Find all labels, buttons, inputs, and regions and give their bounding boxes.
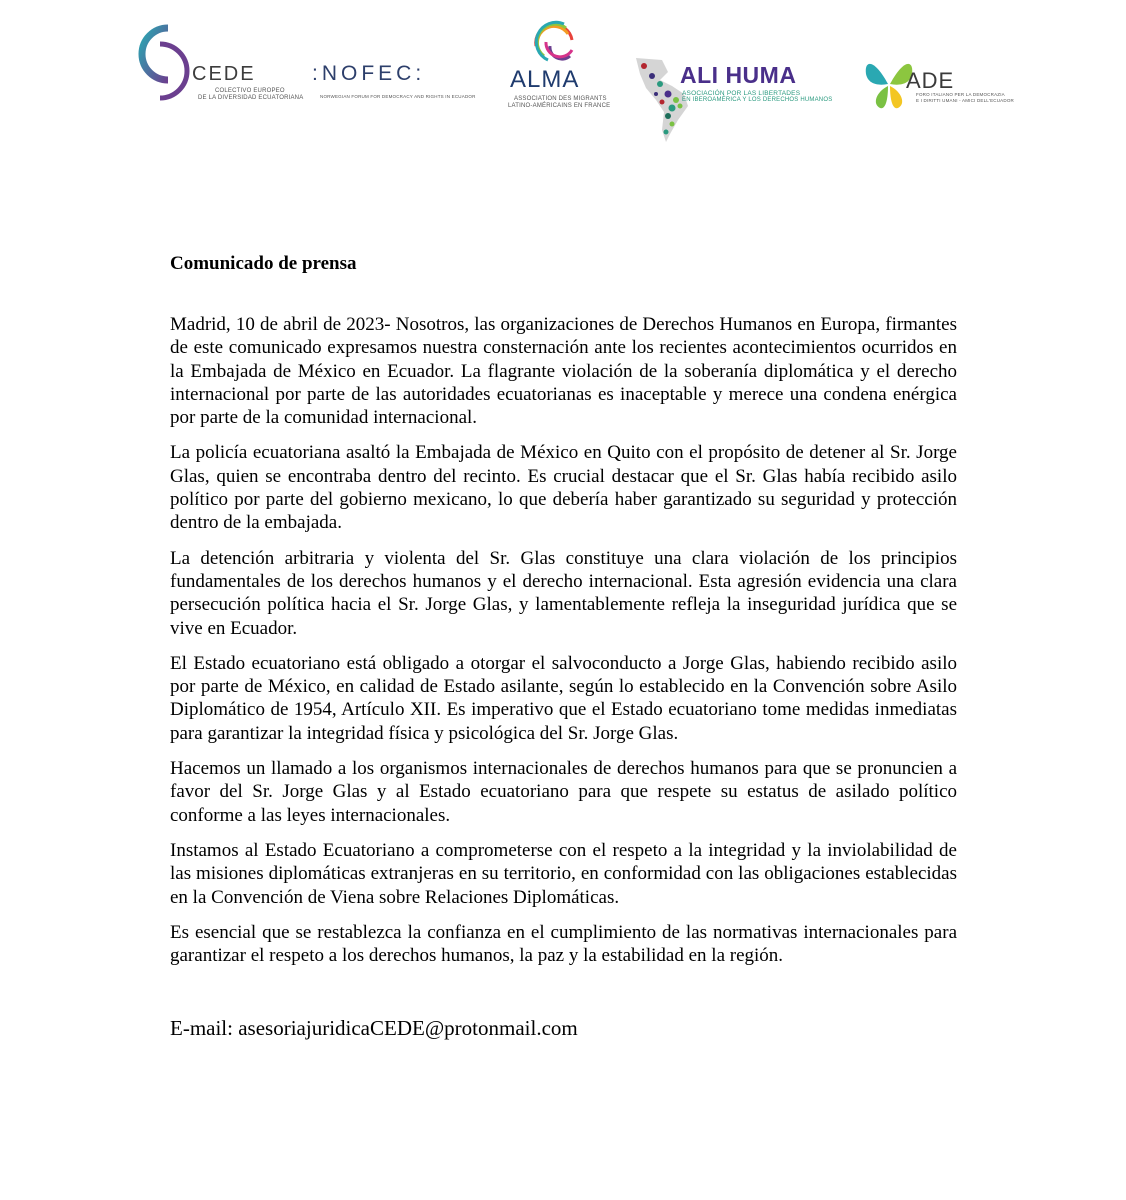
cede-subtitle-1: COLECTIVO EUROPEO	[215, 88, 285, 94]
ade-logo	[864, 56, 1014, 112]
alma-name: ALMA	[510, 66, 580, 93]
paragraph-4: El Estado ecuatoriano está obligado a otorgar el salvoconducto a Jorge Glas, habiendo recibido asilo por parte de México, en calidad de Estado asilante, según lo establecido en la Convención sobre Asilo Diplomático de 1954, Artículo XII. Es imperativo que el Estado ecuatoriano tome medidas inmediatas para garantizar la integridad física y psicológica del Sr. Jorge Glas.	[170, 652, 957, 744]
paragraph-7: Es esencial que se restablezca la confianza en el cumplimiento de las normativas internacionales para garantizar el respeto a los derechos humanos, la paz y la estabilidad en la región.	[170, 921, 957, 967]
ade-subtitle-1: FORO ITALIANO PER LA DEMOCRAZIA	[916, 92, 1005, 97]
press-release	[170, 252, 957, 1061]
alihuma-subtitle-1: ASOCIACIÓN POR LAS LIBERTADES	[682, 90, 801, 97]
cede-name: CEDE	[192, 63, 256, 85]
paragraph-2: La policía ecuatoriana asaltó la Embajada de México en Quito con el propósito de detener al Sr. Jorge Glas, quien se encontraba dentro del recinto. Es crucial destacar que el Sr. Glas había recibido asilo político por parte del gobierno mexicano, lo que debería haber garantizado su seguridad y protección dentro de la embajada.	[170, 442, 957, 534]
document-title: Comunicado de prensa	[170, 253, 357, 274]
ade-subtitle-2: E I DIRITTI UMANI - AMICI DELL'ECUADOR	[916, 98, 1014, 103]
logo-header	[0, 0, 1126, 160]
paragraph-3: La detención arbitraria y violenta del Sr. Glas constituye una clara violación de los principios fundamentales de los derechos humanos y el derecho internacional. Esta agresión evidencia una clara persecución política hacia el Sr. Jorge Glas, y lamentablemente refleja la inseguridad jurídica que se vive en Ecuador.	[170, 547, 957, 639]
cede-subtitle-2: DE LA DIVERSIDAD ECUATORIANA	[198, 95, 304, 101]
cede-symbol-icon	[138, 22, 198, 106]
alihuma-logo	[632, 54, 832, 146]
nofec-name: :NOFEC:	[312, 62, 426, 85]
alihuma-name: ALI HUMA	[680, 62, 797, 88]
paragraph-5: Hacemos un llamado a los organismos internacionales de derechos humanos para que se pronuncien a favor del Sr. Jorge Glas y al Estado ecuatoriano para que respete su estatus de asilado político conforme a las leyes internacionales.	[170, 758, 957, 826]
contact-email: E-mail: asesoriajuridicaCEDE@protonmail.com	[170, 1016, 578, 1041]
alma-subtitle-1: ASSOCIATION DES MIGRANTS	[514, 96, 607, 102]
nofec-subtitle: NORWEGIAN FORUM FOR DEMOCRACY AND RIGHTS IN ECUADOR	[320, 94, 476, 99]
ade-name: ADE	[906, 68, 955, 93]
cede-logo	[138, 22, 304, 112]
paragraph-1: Madrid, 10 de abril de 2023- Nosotros, las organizaciones de Derechos Humanos en Europa, firmantes de este comunicado expresamos nuestra consternación ante los recientes acontecimientos ocurridos en la Embajada de México en Ecuador. La flagrante violación de la soberanía diplomática y el derecho internacional por parte de las autoridades ecuatorianas es inaceptable y merece una condena enérgica por parte de la comunidad internacional.	[170, 314, 957, 429]
alma-logo	[506, 16, 611, 116]
alma-subtitle-2: LATINO-AMÉRICAINS EN FRANCE	[508, 103, 611, 109]
nofec-logo	[312, 62, 476, 102]
paragraph-6: Instamos al Estado Ecuatoriano a comprometerse con el respeto a la integridad y la inviolabilidad de las misiones diplomáticas extranjeras en su territorio, en conformidad con las obligaciones establecidas en la Convención de Viena sobre Relaciones Diplomáticas.	[170, 839, 957, 908]
alihuma-subtitle-2: EN IBEROAMÉRICA Y LOS DERECHOS HUMANOS	[682, 97, 833, 103]
